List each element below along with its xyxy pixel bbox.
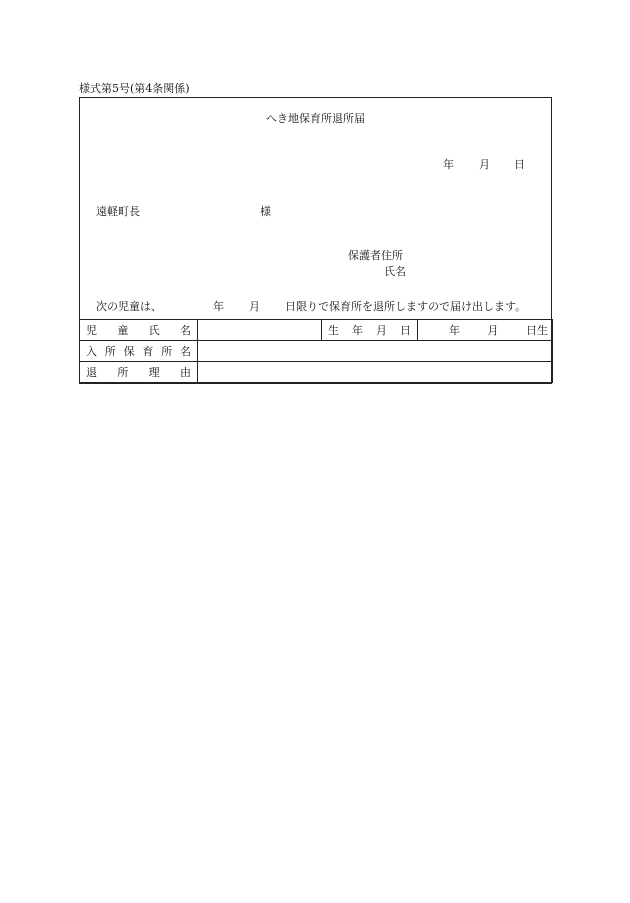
child-name-label-cell [80,320,198,341]
birth-date-field[interactable]: 年 月 日生 [418,320,553,341]
form-frame [79,97,552,384]
child-name-field[interactable] [198,320,322,341]
guardian-name-label: 氏名 [384,265,406,278]
notice-end: 日限りで保育所を退所しますので届け出します。 [285,300,527,313]
addressee: 遠軽町長 [96,205,140,218]
date-month-label: 月 [479,158,490,171]
table-row-child-name [80,320,553,341]
honorific: 様 [260,205,271,218]
facility-label-cell [80,341,198,362]
form-title: へき地保育所退所届 [266,112,365,125]
reason-label: 退 所 理 由 [86,366,191,379]
child-name-label: 児 童 氏 名 [86,324,191,337]
reason-field[interactable] [198,362,553,383]
date-year-label: 年 [443,158,454,171]
birth-label: 生 年 月 日 [328,324,411,337]
detail-table [79,319,553,383]
table-row-facility [80,341,553,362]
guardian-address-label: 保護者住所 [348,249,403,262]
facility-label: 入 所 保 育 所 名 [86,345,191,358]
facility-field[interactable] [198,341,553,362]
form-number: 様式第5号(第4条関係) [79,82,190,95]
notice-year-label: 年 [213,300,224,313]
notice-month-label: 月 [249,300,260,313]
reason-label-cell [80,362,198,383]
birth-label-cell [322,320,418,341]
notice-start: 次の児童は、 [96,300,162,313]
date-day-label: 日 [514,158,525,171]
table-row-reason [80,362,553,383]
